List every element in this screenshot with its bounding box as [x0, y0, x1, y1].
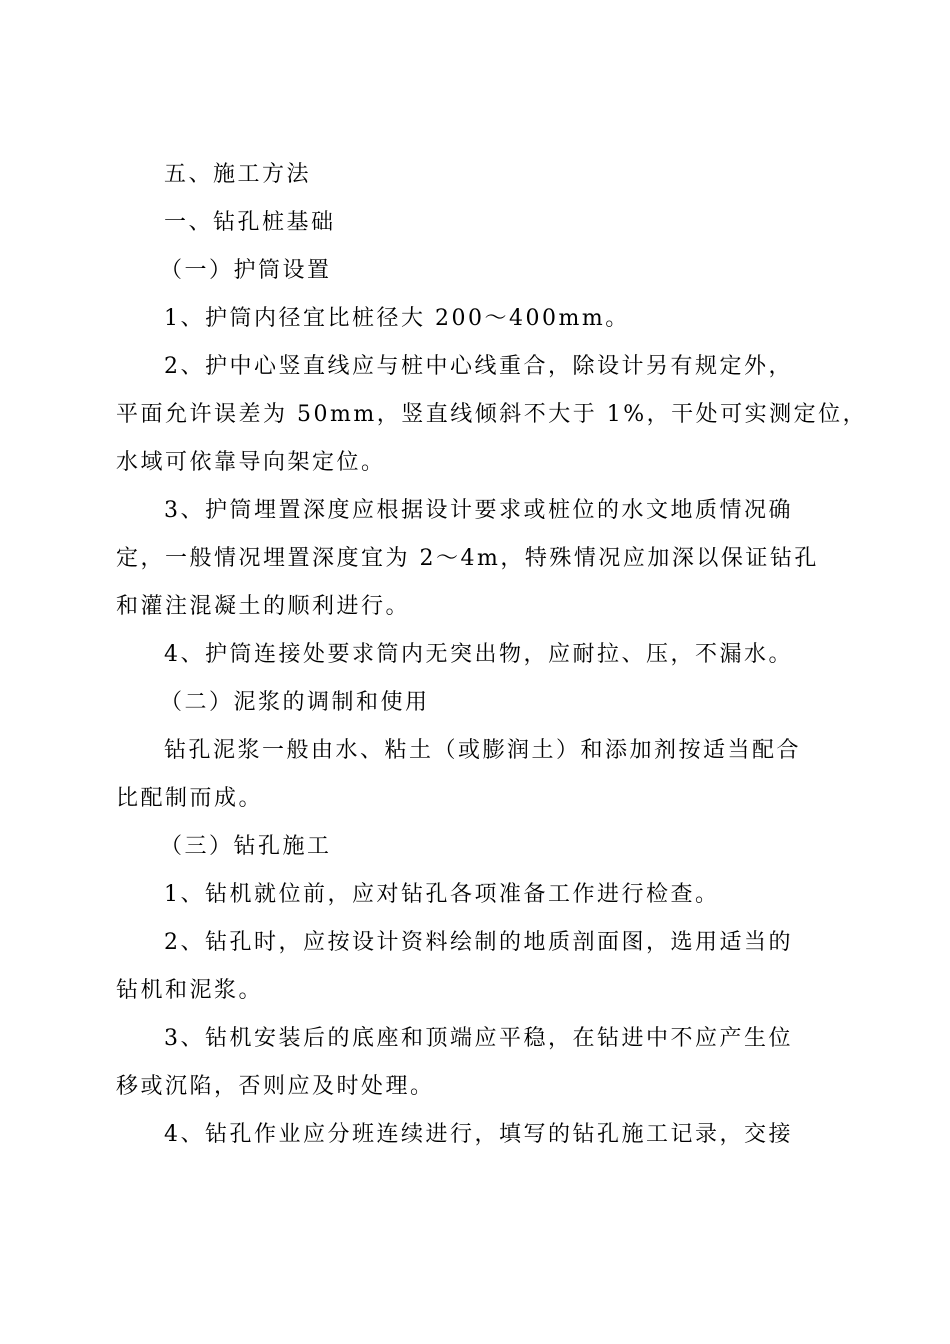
- paragraph-line: 钻孔泥浆一般由水、粘土（或膨润土）和添加剂按适当配合: [164, 738, 802, 763]
- subsection-heading: （三）钻孔施工: [160, 834, 332, 859]
- paragraph-line: 和灌注混凝土的顺利进行。: [116, 594, 411, 619]
- paragraph-line: 3、钻机安装后的底座和顶端应平稳，在钻进中不应产生位: [164, 1026, 793, 1051]
- subsection-heading: （二）泥浆的调制和使用: [160, 690, 430, 715]
- subsection-heading: 一、钻孔桩基础: [164, 210, 336, 235]
- paragraph-line: 移或沉陷，否则应及时处理。: [116, 1074, 435, 1099]
- paragraph-line: 比配制而成。: [116, 786, 264, 811]
- paragraph-line: 3、护筒埋置深度应根据设计要求或桩位的水文地质情况确: [164, 498, 793, 523]
- paragraph-line: 2、钻孔时，应按设计资料绘制的地质剖面图，选用适当的: [164, 930, 793, 955]
- section-heading: 五、施工方法: [164, 162, 312, 187]
- paragraph-line: 钻机和泥浆。: [116, 978, 264, 1003]
- paragraph-line: 水域可依靠导向架定位。: [116, 450, 386, 475]
- subsection-heading: （一）护筒设置: [160, 258, 332, 283]
- paragraph-line: 4、钻孔作业应分班连续进行，填写的钻孔施工记录，交接: [164, 1122, 793, 1147]
- paragraph-line: 2、护中心竖直线应与桩中心线重合，除设计另有规定外，: [164, 354, 793, 379]
- paragraph-line: 1、钻机就位前，应对钻孔各项准备工作进行检查。: [164, 882, 720, 907]
- paragraph-line: 平面允许误差为 50mm，竖直线倾斜不大于 1%，干处可实测定位，: [116, 402, 868, 427]
- document-page: [116, 151, 868, 1159]
- paragraph-line: 定，一般情况埋置深度宜为 2～4m，特殊情况应加深以保证钻孔: [116, 546, 819, 571]
- paragraph-line: 1、护筒内径宜比桩径大 200～400mm。: [164, 306, 630, 331]
- paragraph-line: 4、护筒连接处要求筒内无突出物，应耐拉、压，不漏水。: [164, 642, 793, 667]
